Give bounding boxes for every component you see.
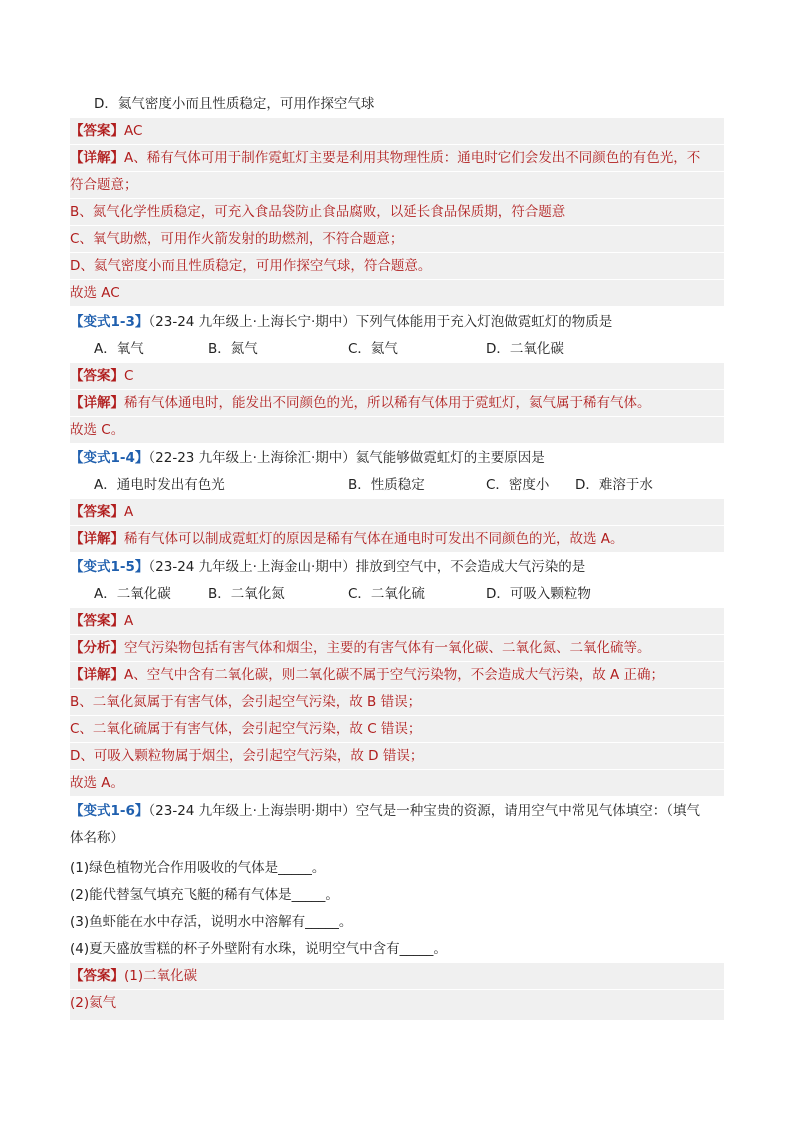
option-a: A．二氧化碳 xyxy=(94,586,171,602)
sub-question-2: (2)能代替氢气填充飞艇的稀有气体是_____。 xyxy=(70,887,339,903)
answer-line: (2)氦气 xyxy=(70,990,724,1020)
answer-value: C xyxy=(124,368,134,384)
question-tag: 【变式1-4】 xyxy=(70,450,149,466)
question-stem-cont: 体名称） xyxy=(70,830,124,846)
detail-line: D、可吸入颗粒物属于烟尘，会引起空气污染，故 D 错误； xyxy=(70,743,724,769)
option-d: D．难溶于水 xyxy=(575,477,653,493)
detail-row xyxy=(70,662,724,688)
option-c: C．密度小 xyxy=(486,477,550,493)
question-tag: 【变式1-3】 xyxy=(70,314,149,330)
answer-value: (1)二氧化碳 xyxy=(124,968,198,984)
question-tag: 【变式1-6】 xyxy=(70,803,149,819)
answer-label: 【答案】 xyxy=(70,123,124,139)
answer-label: 【答案】 xyxy=(70,504,124,520)
answer-row xyxy=(70,118,724,144)
detail-line: C、二氧化硫属于有害气体，会引起空气污染，故 C 错误； xyxy=(70,716,724,742)
option-b: B．性质稳定 xyxy=(348,477,425,493)
answer-label: 【答案】 xyxy=(70,368,124,384)
answer-row xyxy=(70,608,724,634)
detail-line: C、氧气助燃，可用作火箭发射的助燃剂，不符合题意； xyxy=(70,226,724,252)
detail-label: 【详解】 xyxy=(70,150,124,166)
detail-line: D、氦气密度小而且性质稳定，可用作探空气球，符合题意。 xyxy=(70,253,724,279)
detail-row xyxy=(70,526,724,552)
answer-row xyxy=(70,963,724,989)
question-stem: （23-24 九年级上·上海长宁·期中）下列气体能用于充入灯泡做霓虹灯的物质是 xyxy=(148,314,613,330)
analysis-text: 空气污染物包括有害气体和烟尘，主要的有害气体有一氧化碳、二氧化氮、二氧化硫等。 xyxy=(124,640,651,656)
analysis-label: 【分析】 xyxy=(70,640,124,656)
answer-value: A xyxy=(124,504,134,520)
question-stem: （23-24 九年级上·上海崇明·期中）空气是一种宝贵的资源，请用空气中常见气体填空：（填气 xyxy=(148,803,700,819)
option-b: B．二氧化氮 xyxy=(208,586,285,602)
answer-label: 【答案】 xyxy=(70,613,124,629)
sub-question-4: (4)夏天盛放雪糕的杯子外壁附有水珠，说明空气中含有_____。 xyxy=(70,941,447,957)
conclusion: 故选 A。 xyxy=(70,770,724,796)
options-row xyxy=(70,472,724,498)
question-1-5 xyxy=(70,554,724,580)
detail-row xyxy=(70,390,724,416)
detail-text: 稀有气体可以制成霓虹灯的原因是稀有气体在通电时可发出不同颜色的光，故选 A。 xyxy=(124,531,624,547)
conclusion: 故选 C。 xyxy=(70,417,724,443)
answer-value: A xyxy=(124,613,134,629)
question-1-3 xyxy=(70,309,724,335)
detail-text: 稀有气体通电时，能发出不同颜色的光，所以稀有气体用于霓虹灯，氦气属于稀有气体。 xyxy=(124,395,651,411)
detail-line: B、二氧化氮属于有害气体，会引起空气污染，故 B 错误； xyxy=(70,689,724,715)
detail-label: 【详解】 xyxy=(70,531,124,547)
options-row xyxy=(70,581,724,607)
detail-text: A、稀有气体可用于制作霓虹灯主要是利用其物理性质：通电时它们会发出不同颜色的有色光，不 xyxy=(124,150,701,166)
option-a: A．氧气 xyxy=(94,341,144,357)
question-stem: （22-23 九年级上·上海徐汇·期中）氦气能够做霓虹灯的主要原因是 xyxy=(148,450,545,466)
question-stem: （23-24 九年级上·上海金山·期中）排放到空气中，不会造成大气污染的是 xyxy=(148,559,586,575)
option-a: A．通电时发出有色光 xyxy=(94,477,225,493)
option-d: D．二氧化碳 xyxy=(486,341,564,357)
detail-row xyxy=(70,145,724,171)
detail-line: B、氮气化学性质稳定，可充入食品袋防止食品腐败，以延长食品保质期，符合题意 xyxy=(70,199,724,225)
sub-question-1: (1)绿色植物光合作用吸收的气体是_____。 xyxy=(70,860,326,876)
prev-option-d: D．氦气密度小而且性质稳定，可用作探空气球 xyxy=(94,96,375,112)
answer-label: 【答案】 xyxy=(70,968,124,984)
answer-row xyxy=(70,363,724,389)
option-b: B．氮气 xyxy=(208,341,258,357)
question-1-4 xyxy=(70,445,724,471)
option-d: D．可吸入颗粒物 xyxy=(486,586,591,602)
conclusion: 故选 AC xyxy=(70,280,724,306)
options-row xyxy=(70,336,724,362)
option-c: C．氦气 xyxy=(348,341,398,357)
detail-label: 【详解】 xyxy=(70,395,124,411)
detail-label: 【详解】 xyxy=(70,667,124,683)
detail-text: A、空气中含有二氧化碳，则二氧化碳不属于空气污染物，不会造成大气污染，故 A 正确； xyxy=(124,667,665,683)
sub-question-3: (3)鱼虾能在水中存活，说明水中溶解有_____。 xyxy=(70,914,353,930)
question-1-6 xyxy=(70,798,724,824)
option-c: C．二氧化硫 xyxy=(348,586,425,602)
question-tag: 【变式1-5】 xyxy=(70,559,149,575)
answer-value: AC xyxy=(124,123,143,139)
detail-line: 符合题意； xyxy=(70,172,724,198)
analysis-row xyxy=(70,635,724,661)
answer-row xyxy=(70,499,724,525)
